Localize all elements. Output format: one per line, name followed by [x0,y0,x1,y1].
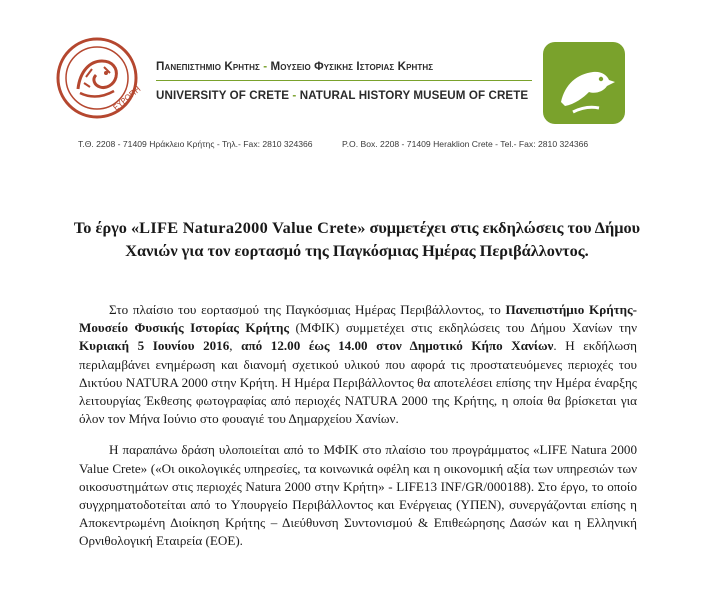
paragraph-event: Στο πλαίσιο του εορτασμού της Παγκόσμιας Ημέρας Περιβάλλοντος, το Πανεπιστήμιο Κρήτης-Μουσείο Φυσικής Ιστορίας Κρήτης (ΜΦΙΚ) συμμετέχει στις εκδηλώσεις του Δήμου Χανίων την Κυριακή 5 Ιουνίου 2016, από 12.00 έως 14.00 στον Δημοτικό Κήπο Χανίων. Η εκδήλωση περιλαμβάνει ενημέρωση και διανομή σχετικού υλικού που αφορά τις προστατευόμενες περιοχές του Δικτύου NATURA 2000 στην Κρήτη. Η Ημέρα Περιβάλλοντος θα αποτελέσει επίσης την Ημέρα έναρξης λειτουργίας Έκθεσης φωτογραφίας από περιοχές NATURA 2000 της Κρήτης, η οποία θα βρίσκεται για όλον τον Μήνα Ιούνιο στο φουαγιέ του Δημαρχείου Χανίων. [79,302,638,427]
address-greek: Τ.Θ. 2208 - 71409 Ηράκλειο Κρήτης - Τηλ.- Fax: 2810 324366 [78,139,313,149]
university-name-greek: Πανεπιστημιο Κρητησ - Μουσειο Φυσικησ Ιστοριασ Κρητησ [156,60,434,73]
paragraph-program: Η παραπάνω δράση υλοποιείται από το ΜΦΙΚ στο πλαίσιο του προγράμματος «LIFE Natura 2000 Value Crete» («Οι οικολογικές υπηρεσίες, τα κοινωνικά οφέλη και η οικονομική αξία των υπηρεσιών των οικοσυστημάτων στις περιοχές Natura 2000 στην Κρήτη» - LIFE13 INF/GR/000188). Στο έργο, το οποίο συγχρηματοδοτείται από το Υπουργείο Περιβάλλοντος και Ενέργειας (ΥΠΕΝ), συνεργάζονται επίσης η Αποκεντρωμένη Διοίκηση Κρήτης – Διεύθυνση Συντονισμού & Επιθεώρησης Δασών και η Ελληνική Ορνιθολογική Εταιρεία (ΕΟΕ). [79,442,637,549]
press-release-title: Το έργο «LIFE Natura2000 Value Crete» συμμετέχει στις εκδηλώσεις του Δήμου Χανιών για τον εορτασμό της Παγκόσμιας Ημέρας Περιβάλλοντος. [73,218,641,260]
press-release-body [79,301,637,564]
museum-bird-logo [543,42,625,124]
seal-text: ΕΥΡΩΠΗ [111,84,143,113]
organization-name: Πανεπιστήμιο Κρήτης-Μουσείο Φυσικής Ιστορίας Κρήτης [79,302,637,336]
university-name-english: UNIVERSITY OF CRETE - NATURAL HISTORY MUSEUM OF CRETE [156,89,529,102]
address-english: P.O. Box. 2208 - 71409 Heraklion Crete - Tel.- Fax: 2810 324366 [342,139,589,149]
event-date: Κυριακή 5 Ιουνίου 2016 [79,338,230,354]
event-time-place: από 12.00 έως 14.00 στον Δημοτικό Κήπο Χανίων [241,338,554,354]
header-divider [156,80,532,81]
letterhead [0,0,714,160]
project-name: LIFE Natura2000 Value Crete [139,218,358,237]
university-seal-logo [56,37,143,119]
